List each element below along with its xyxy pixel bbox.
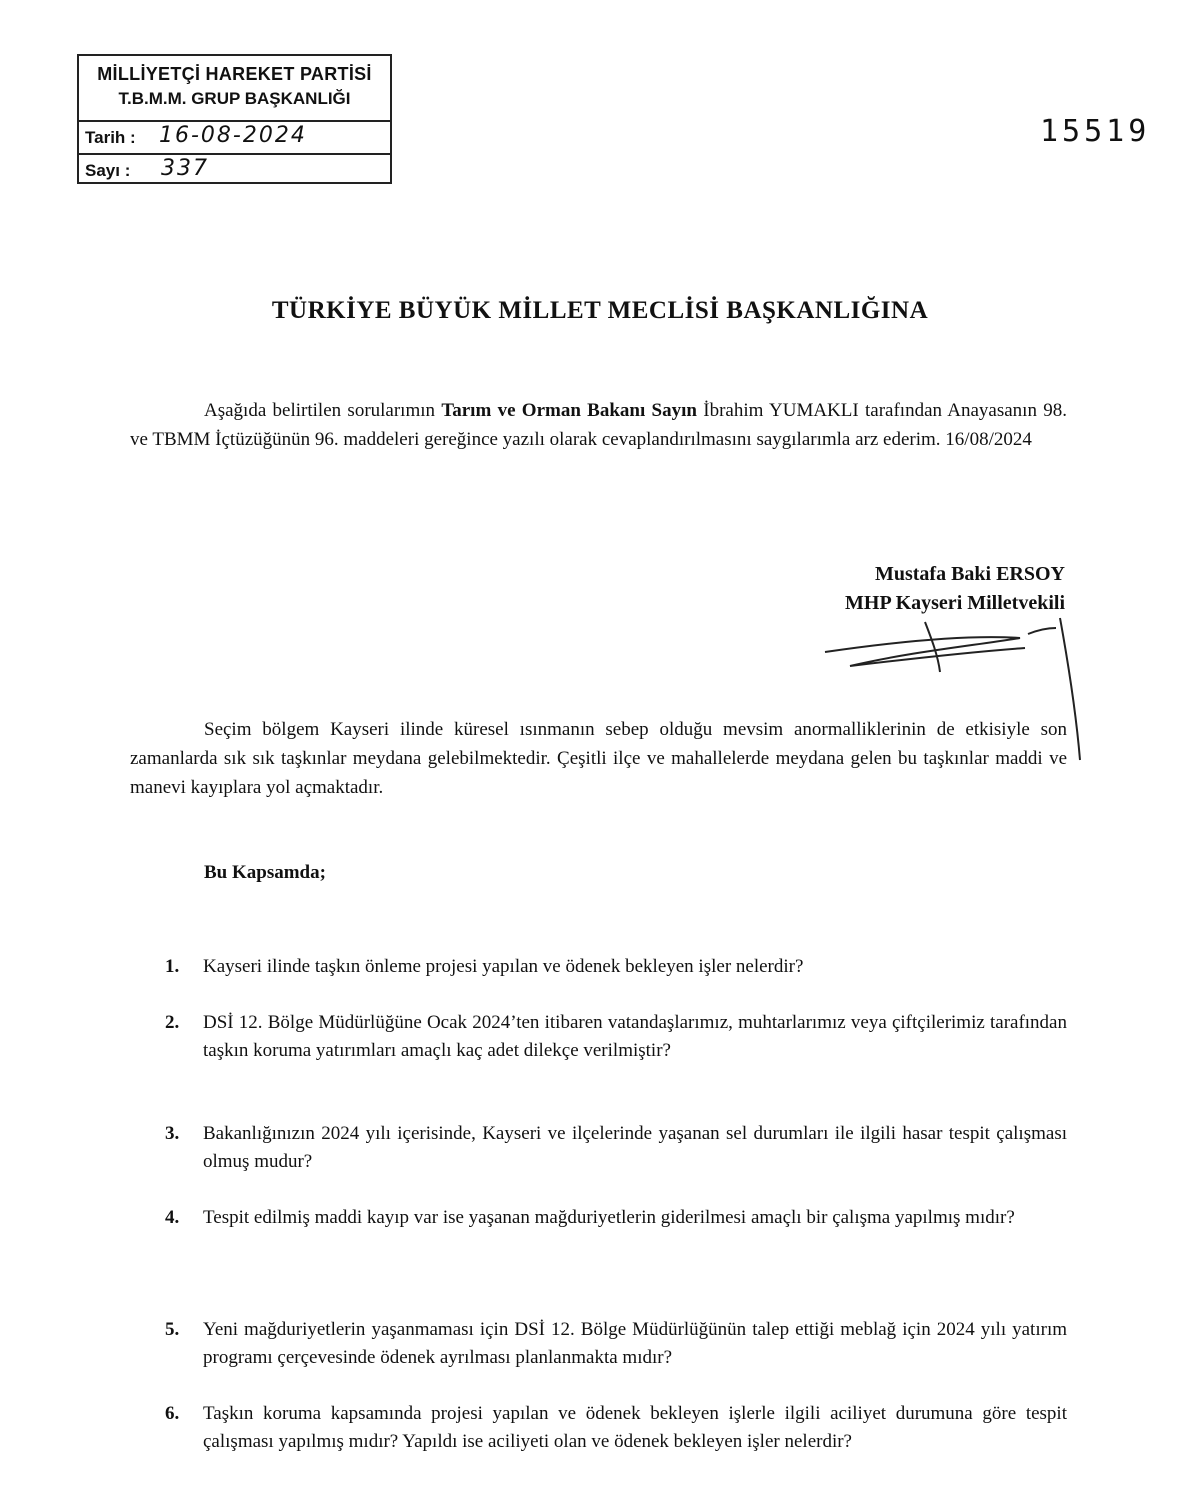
document-number: 15519 [1040,114,1151,149]
intro-text-end: İbrahim YUMAKLI tarafından Anayasanın 98. ve TBMM İçtüzüğünün 96. maddeleri gereğince yazılı olarak cevaplandırılmasını saygılarımla arz ederim. 16/08/2024 [130,400,1067,450]
question-text: Yeni mağduriyetlerin yaşanmaması için DSİ 12. Bölge Müdürlüğünün talep ettiği meblağ için 2024 yılı yatırım programı çerçevesinde ödenek ayrılması planlanmakta mıdır? [203,1319,1067,1368]
stamp-date-label: Tarih : [85,128,136,147]
question-item [165,1120,1067,1176]
section-heading: Bu Kapsamda; [204,862,326,883]
question-item [165,1204,1067,1232]
stamp-party-name: MİLLİYETÇİ HAREKET PARTİSİ [97,64,372,84]
question-item [165,1009,1067,1065]
question-number: 6. [165,1403,180,1424]
question-number: 2. [165,1012,180,1033]
question-item [165,953,1067,981]
signer-role: MHP Kayseri Milletvekili [845,592,1065,614]
signature-block [845,560,1065,618]
stamp-date-row [79,122,390,155]
signer-name: Mustafa Baki ERSOY [874,563,1065,585]
question-text: DSİ 12. Bölge Müdürlüğüne Ocak 2024’ten itibaren vatandaşlarımız, muhtarlarımız veya çiftçilerimiz tarafından taşkın koruma yatırımları amaçlı kaç adet dilekçe verilmiştir? [203,1012,1067,1061]
background-paragraph: Seçim bölgem Kayseri ilinde küresel ısınmanın sebep olduğu mevsim anormalliklerinin de etkisiyle son zamanlarda sık sık taşkınlar meydana gelebilmektedir. Çeşitli ilçe ve mahallelerde meydana gelen bu taşkınlar maddi ve manevi kayıplara yol açmaktadır. [130,719,1067,798]
party-stamp [77,54,392,184]
question-number: 1. [165,956,180,977]
document-title: TÜRKİYE BÜYÜK MİLLET MECLİSİ BAŞKANLIĞINA [271,297,929,324]
question-item [165,1400,1067,1456]
intro-text-start: Aşağıda belirtilen sorularımın [204,400,442,421]
question-number: 3. [165,1123,180,1144]
question-item [165,1316,1067,1372]
stamp-number-label: Sayı : [85,161,131,180]
stamp-number-row [79,155,390,186]
question-text: Tespit edilmiş maddi kayıp var ise yaşanan mağduriyetlerin giderilmesi amaçlı bir çalışma yapılmış mıdır? [203,1207,1015,1228]
stamp-number-value: 337 [161,156,209,181]
intro-minister-title: Tarım ve Orman Bakanı Sayın [441,400,697,421]
stamp-date-value: 16-08-2024 [159,123,307,148]
question-number: 5. [165,1319,180,1340]
stamp-header [79,56,390,122]
question-number: 4. [165,1207,180,1228]
question-text: Bakanlığınızın 2024 yılı içerisinde, Kayseri ve ilçelerinde yaşanan sel durumları ile ilgili hasar tespit çalışması olmuş mudur? [203,1123,1067,1172]
question-text: Taşkın koruma kapsamında projesi yapılan ve ödenek bekleyen işlerle ilgili aciliyet durumuna göre tespit çalışması yapılmış mıdır? Yapıldı ise aciliyeti olan ve ödenek bekleyen işler nelerdir? [203,1403,1067,1452]
stamp-group-name: T.B.M.M. GRUP BAŞKANLIĞI [118,89,351,108]
intro-paragraph [130,396,1067,454]
question-text: Kayseri ilinde taşkın önleme projesi yapılan ve ödenek bekleyen işler nelerdir? [203,956,804,977]
